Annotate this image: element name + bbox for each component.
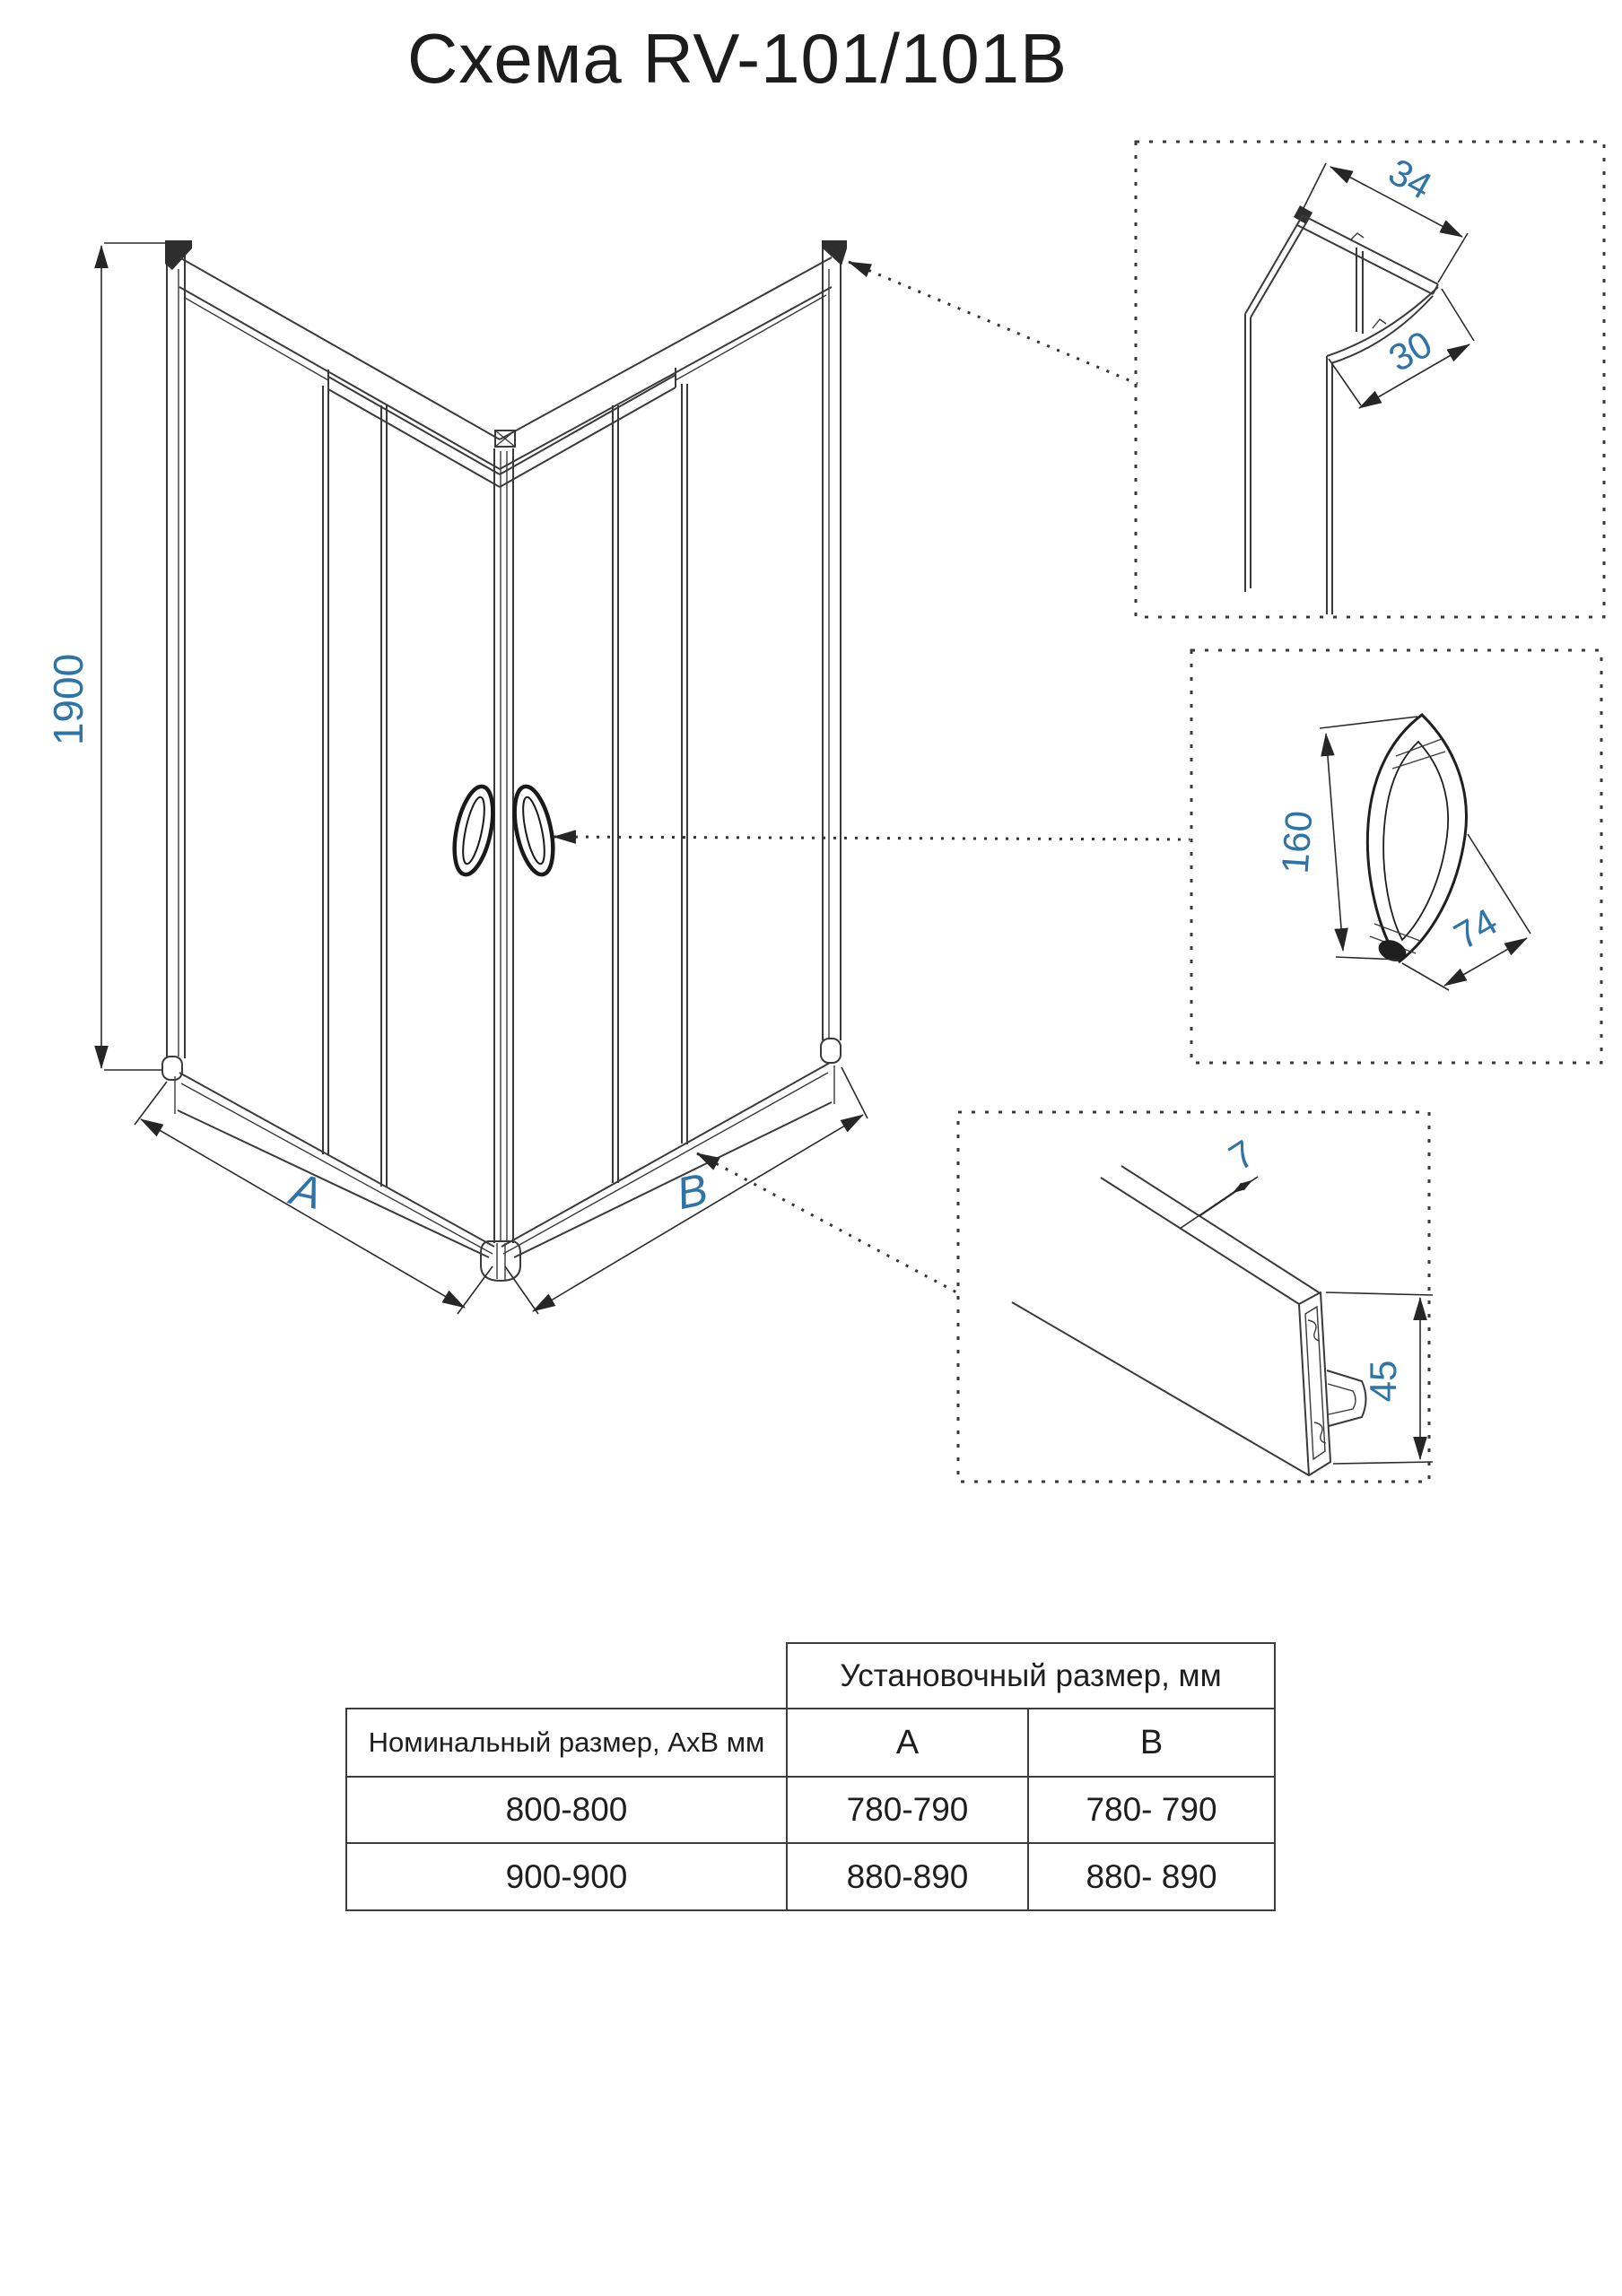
corner-detail-dim-34	[1303, 150, 1468, 283]
sill-dim-45-label: 45	[1362, 1360, 1404, 1403]
detail-handle	[1191, 650, 1601, 1063]
sill-hook	[1327, 1370, 1366, 1426]
left-post-foot	[162, 1057, 182, 1080]
sill-cross-section	[1299, 1292, 1330, 1475]
dimension-height	[45, 243, 165, 1070]
size-table	[345, 1642, 1276, 1911]
nominal-size-value: 800-800	[346, 1777, 787, 1843]
page-title: Схема RV-101/101B	[406, 19, 1068, 98]
handle-dim-74-label: 74	[1446, 900, 1504, 958]
corner-detail-box	[1136, 142, 1604, 617]
side-a-label: A	[286, 1163, 327, 1220]
table-row-install-header	[346, 1643, 1275, 1709]
right-post-foot	[821, 1039, 841, 1063]
leader-lines	[554, 262, 1190, 1294]
install-size-header: Установочный размер, мм	[787, 1643, 1275, 1709]
leader-to-sill-detail	[697, 1153, 960, 1294]
column-b-header: B	[1028, 1709, 1275, 1777]
table-empty-cell	[346, 1643, 787, 1709]
corner-post	[481, 430, 520, 1281]
sill-dim-45	[1326, 1292, 1433, 1464]
door-handles	[448, 783, 560, 878]
install-a-value: 780-790	[787, 1777, 1028, 1843]
nominal-size-header: Номинальный размер, АхВ мм	[346, 1709, 787, 1777]
detail-sill	[958, 1112, 1433, 1482]
height-dimension-label: 1900	[45, 653, 92, 746]
table-row-column-headers	[346, 1709, 1275, 1777]
install-a-value: 880-890	[787, 1843, 1028, 1910]
side-b-label: B	[672, 1163, 712, 1220]
corner-detail-dim-30	[1329, 289, 1474, 408]
corner-dim-34-label: 34	[1382, 150, 1439, 208]
install-b-value: 780- 790	[1028, 1777, 1275, 1843]
handle-detail-box	[1191, 650, 1601, 1063]
handle-dim-160-label: 160	[1273, 809, 1321, 875]
handle-dim-74	[1402, 834, 1530, 990]
dimension-a	[135, 1082, 493, 1314]
leader-to-handle-detail	[554, 837, 1190, 839]
sill-dim-7	[1180, 1132, 1262, 1229]
install-b-value: 880- 890	[1028, 1843, 1275, 1910]
table-row	[346, 1843, 1275, 1910]
right-door-handle	[508, 783, 560, 878]
main-drawing	[45, 240, 868, 1314]
right-wall-post	[821, 240, 847, 1063]
sill-detail-box	[958, 1112, 1429, 1482]
nominal-size-value: 900-900	[346, 1843, 787, 1910]
left-door-handle	[448, 783, 500, 878]
corner-dim-30-label: 30	[1382, 322, 1439, 380]
left-post-cap	[165, 240, 192, 270]
column-a-header: A	[787, 1709, 1028, 1777]
left-wall-post	[162, 240, 192, 1080]
detail-corner-profile	[1136, 142, 1604, 617]
table-row	[346, 1777, 1275, 1843]
sill-dim-7-label: 7	[1221, 1131, 1262, 1178]
right-wall	[500, 257, 834, 1257]
leader-to-corner-detail	[849, 262, 1138, 384]
left-wall	[175, 257, 500, 1257]
